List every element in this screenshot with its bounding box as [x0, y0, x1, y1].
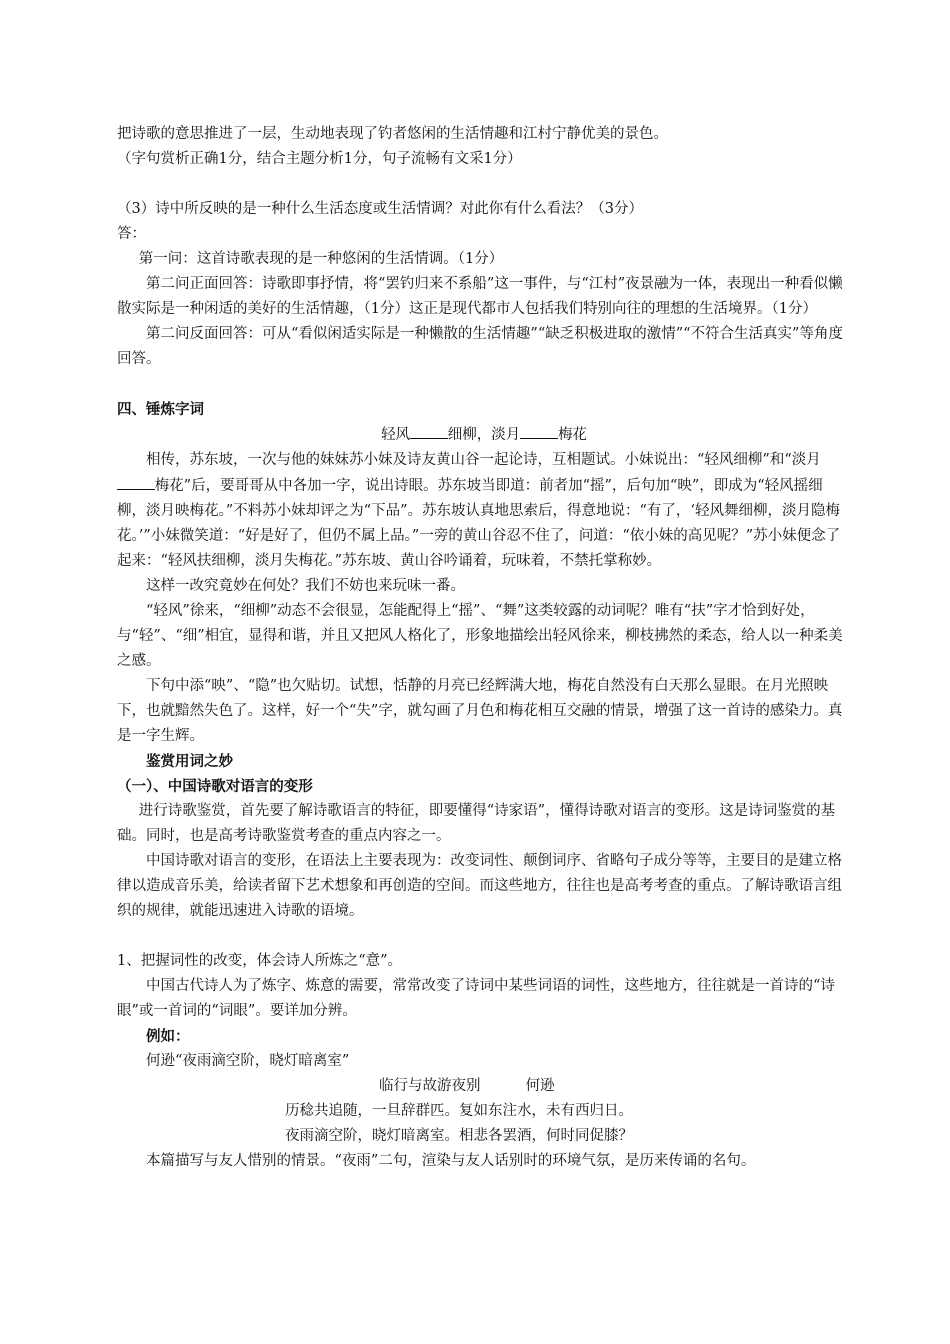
couplet-title-part: 梅花 [557, 426, 587, 443]
story-paragraph [117, 448, 851, 574]
body-paragraph: 下句中添“映”、“隐”也欠贴切。试想，恬静的月亮已经辉满大地，梅花自然没有白天那么显眼。在月光照映下，也就黯然失色了。这样，好一个“失”字，就勾画了月色和梅花相互交融的情景，增强了这一首诗的感染力。真是一字生辉。 [117, 677, 843, 744]
scoring-note: （字句赏析正确1分，结合主题分析1分，句子流畅有文采1分） [117, 151, 522, 167]
subsection-subheading: （一）、中国诗歌对语言的变形 [117, 777, 313, 795]
question-3: （3）诗中所反映的是一种什么生活态度或生活情调？对此你有什么看法？（3分） [117, 201, 643, 217]
body-paragraph: 中国古代诗人为了炼字、炼意的需要，常常改变了诗词中某些词语的词性，这些地方，往往就是一首诗的“诗眼”或一首词的“词眼”。要详加分辨。 [117, 977, 835, 1019]
poem-author: 何逊 [525, 1077, 555, 1094]
answer-part-2: 第二问正面回答：诗歌即事抒情，将“罢钓归来不系船”这一事件，与“江村”夜景融为一体，表现出一种看似懒散实际是一种闲适的美好的生活情趣，（1分）这正是现代都市人包括我们特别向往的理想的生活境界。（1分） [117, 276, 843, 317]
poem-line: 夜雨滴空阶，晓灯暗离室。相悲各罢酒，何时同促膝？ [285, 1127, 633, 1144]
spacer [117, 924, 851, 949]
section-heading: 四、锤炼字词 [117, 401, 204, 418]
spacer [117, 172, 851, 197]
answer-part-1: 第一问：这首诗歌表现的是一种悠闲的生活情调。（1分） [138, 251, 504, 267]
body-paragraph: 中国诗歌对语言的变形，在语法上主要表现为：改变词性、颠倒词序、省略句子成分等等，主要目的是建立格律以造成音乐美，给读者留下艺术想象和再创造的空间。而这些地方，往往也是高考考查的重点。了解诗歌语言组织的规律，就能迅速进入诗歌的语境。 [117, 852, 842, 919]
body-paragraph: “轻风”徐来，“细柳”动态不会很显，怎能配得上“摇”、“舞”这类较露的动词呢？唯有“扶”字才恰到好处，与“轻”、“细”相宜，显得和谐，并且又把风人格化了，形象地描绘出轻风徐来，柳枝拂然的柔态，给人以一种柔美之感。 [117, 602, 843, 669]
body-paragraph: 本篇描写与友人惜别的情景。“夜雨”二句，渲染与友人话别时的环境气氛，是历来传诵的名句。 [146, 1152, 756, 1169]
spacer [117, 372, 851, 397]
couplet-title [117, 422, 851, 448]
body-paragraph: 这样一改究竟妙在何处？我们不妨也来玩味一番。 [146, 577, 465, 594]
point-title: 1、把握词性的改变，体会诗人所炼之“意”。 [117, 952, 403, 969]
document-page [117, 122, 851, 1174]
story-text: 相传，苏东坡，一次与他的妹妹苏小妹及诗友黄山谷一起论诗，互相题试。小妹说出：“轻风细柳”和“淡月 [146, 451, 821, 468]
story-text: 梅花”后，要哥哥从中各加一字，说出诗眼。苏东坡当即道：前者加“摇”，后句加“映”，即成为“轻风摇细柳，淡月映梅花。”不料苏小妹却评之为“下品”。苏东坡认真地思索后，得意地说：“有了，‘轻风舞细柳，淡月隐梅花。’”小妹微笑道：“好是好了，但仍不属上品。”一旁的黄山谷忍不住了，问道：“依小妹的高见呢？”苏小妹便念了起来：“轻风扶细柳，淡月失梅花。”苏东坡、黄山谷吟诵着，玩味着，不禁托掌称妙。 [117, 477, 841, 569]
body-paragraph: 进行诗歌鉴赏，首先要了解诗歌语言的特征，即要懂得“诗家语”，懂得诗歌对语言的变形。这是诗词鉴赏的基础。同时，也是高考诗歌鉴赏考查的重点内容之一。 [117, 802, 836, 844]
couplet-title-part: 轻风 [381, 426, 411, 443]
fill-blank [117, 473, 155, 490]
couplet-title-part: 细柳，淡月 [447, 426, 521, 443]
poem-title-line [117, 1074, 851, 1099]
example-quote: 何逊“夜雨滴空阶，晓灯暗离室” [146, 1052, 350, 1069]
fill-blank [520, 422, 558, 439]
answer-label: 答： [117, 226, 146, 242]
poem-line: 历稔共追随，一旦辞群匹。复如东注水，未有西归日。 [285, 1102, 633, 1119]
poem-title: 临行与故游夜别 [379, 1077, 481, 1094]
subsection-heading: 鉴赏用词之妙 [146, 752, 233, 770]
answer-part-3: 第二问反面回答：可从“看似闲适实际是一种懒散的生活情趣”“缺乏积极进取的激情”“不符合生活真实”等角度回答。 [117, 326, 843, 367]
answer-continuation: 把诗歌的意思推进了一层，生动地表现了钓者悠闲的生活情趣和江村宁静优美的景色。 [117, 126, 668, 142]
fill-blank [410, 422, 448, 439]
example-label: 例如： [146, 1027, 190, 1045]
